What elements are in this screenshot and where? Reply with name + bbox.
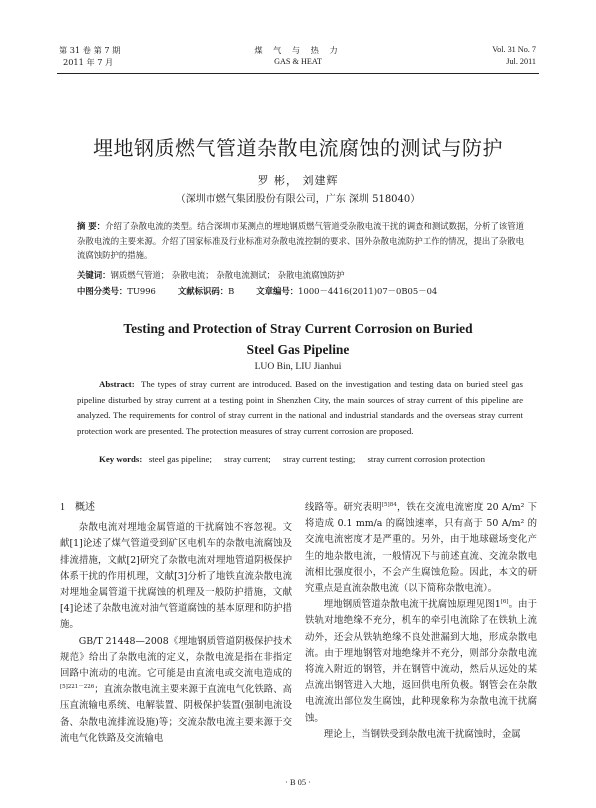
keywords-label-en: Key words:: [99, 454, 143, 464]
keywords-text-cn: 钢质燃气管道； 杂散电流； 杂散电流测试； 杂散电流腐蚀防护: [110, 270, 345, 280]
doc-code-value: B: [228, 286, 235, 296]
keyword-en-4: stray current corrosion protection: [367, 454, 485, 464]
date-cn: 2011 年 7 月: [63, 57, 114, 67]
paragraph-text: 杂散电流对埋地金属管道的干扰腐蚀不容忽视。文献[1]论述了煤气管道受到矿区电机车的杂散电流腐蚀及排流措施，文献[2]研究了杂散电流对埋地管道阴极保护体系干扰的作用机理，文献[3]分析了地铁直流杂散电流对埋地金属管道干扰腐蚀的机理及一般防护措施，文献[4]论述了杂散电流对油气管道腐蚀的基本原理和防护措施。: [60, 522, 292, 631]
citation-superscript: [6]: [500, 599, 509, 606]
abstract-label-cn: 摘 要：: [77, 221, 106, 231]
section-title: 概述: [75, 502, 95, 513]
journal-name-cn: 煤 气 与 热 力: [254, 45, 342, 55]
body-column-left: [60, 500, 292, 747]
paragraph-text-continued: 。由于铁轨对地绝缘不充分，机车的牵引电流除了在铁轨上流动外，还会从铁轨绝缘不良处泄漏到大地，形成杂散电流。由于埋地钢管对地绝缘并不充分，则部分杂散电流将流入附近的钢管，并在钢管中流动，然后从远处的某点流出钢管进入大地，返回供电所负极。钢管会在杂散电流流出部位发生腐蚀，此种现象称为杂散电流干扰腐蚀。: [305, 599, 537, 724]
paper-title-cn: 埋地钢质燃气管道杂散电流腐蚀的测试与防护: [93, 136, 503, 160]
authors-cn: 罗 彬， 刘建辉: [257, 174, 339, 187]
clc-label: 中图分类号：: [77, 286, 128, 296]
authors-en: LUO Bin, LIU Jianhui: [254, 361, 342, 372]
doc-code-label: 文献标识码：: [177, 286, 229, 296]
body-paragraph-left-1: [60, 520, 292, 633]
keywords-label-cn: 关键词：: [77, 270, 111, 280]
section-number: 1: [60, 502, 65, 513]
abstract-text-cn: 介绍了杂散电流的类型。结合深圳市某测点的埋地钢质燃气管道受杂散电流干扰的调查和测试数据，分析了该管道杂散电流的主要来源。介绍了国家标准及行业标准对杂散电流控制的要求、国外杂散电流防护工作的情况，提出了杂散电流腐蚀防护的措施。: [77, 221, 524, 260]
title-en-line-2: Steel Gas Pipeline: [246, 342, 350, 357]
paper-title-en: [0, 318, 596, 360]
volume-issue-en: Vol. 31 No. 7: [492, 45, 536, 54]
body-column-right: [305, 500, 537, 743]
header-volume-en: [492, 44, 536, 68]
clc-value: TU996: [127, 286, 156, 296]
abstract-label-en: Abstract:: [99, 379, 135, 389]
article-no-value: 1000－4416(2011)07－0B05－04: [298, 286, 438, 296]
paragraph-text: GB/T 21448—2008《埋地钢质管道阴极保护技术规范》给出了杂散电流的定义，杂散电流是指在非指定回路中流动的电流。它可能是由直流电或交流电造成的: [60, 635, 292, 680]
classification-line: [77, 284, 524, 299]
volume-issue-cn: 第 31 卷 第 7 期: [59, 45, 121, 55]
paragraph-text: 线路等。研究表明: [305, 502, 382, 513]
page-number: · B 05 ·: [285, 778, 311, 787]
paragraph-text: 理论上，当钢铁受到杂散电流干扰腐蚀时，金属: [323, 728, 521, 740]
keywords-en: [77, 452, 523, 468]
keyword-en-2: stray current;: [224, 454, 271, 464]
citation-superscript: [5]84: [381, 501, 397, 508]
citation-superscript: [5]221－226: [60, 684, 95, 691]
paragraph-text-continued: ；直流杂散电流主要来源于直流电气化铁路、高压直流输电系统、电解装置、阴极保护装置(强制电流设备、杂散电流排流设施)等；交流杂散电流主要来源于交流电气化铁路及交流输电: [60, 684, 292, 744]
title-en-line-1: Testing and Protection of Stray Current Corrosion on Buried: [123, 321, 473, 336]
header-rule: [57, 73, 539, 74]
journal-name-en: GAS & HEAT: [274, 57, 322, 66]
article-no-label: 文章编号：: [256, 286, 299, 296]
section-heading: [60, 500, 292, 516]
body-paragraph-right-2: [305, 597, 537, 727]
paragraph-text: 埋地钢质管道杂散电流干扰腐蚀原理见图1: [323, 599, 501, 611]
abstract-text-en: The types of stray current are introduced. Based on the investigation and testing data on buried steel gas pipeline disturbed by stray current at a testing point in Shenzhen City, the main sources of stray current of this pipeline are analyzed. The requirements for control of stray current in the national and industrial standards and the overseas stray current protection work are presented. The protection measures of stray current corrosion are proposed.: [77, 379, 523, 436]
abstract-en: [77, 377, 523, 439]
abstract-cn: [77, 219, 524, 263]
affiliation-cn: （深圳市燃气集团股份有限公司，广东 深圳 518040）: [175, 194, 421, 205]
keyword-en-1: steel gas pipeline;: [148, 454, 212, 464]
body-paragraph-left-2: [60, 634, 292, 747]
body-paragraph-right-3: [305, 727, 537, 743]
keywords-cn: [77, 268, 524, 283]
paragraph-text-continued: ，铁在交流电流密度 20 A/m² 下将造成 0.1 mm/a 的腐蚀速率，只有高于 50 A/m² 的交流电流密度才是严重的。另外，由于地球磁场变化产生的地杂散电流，一般情况下与前述直流、交流杂散电流相比强度很小，不会产生腐蚀危险。因此，本文的研究重点是直流杂散电流（以下简称杂散电流）。: [305, 502, 537, 595]
keyword-en-3: stray current testing;: [282, 454, 356, 464]
body-paragraph-right-1: [305, 500, 537, 597]
date-en: Jul. 2011: [506, 57, 536, 66]
